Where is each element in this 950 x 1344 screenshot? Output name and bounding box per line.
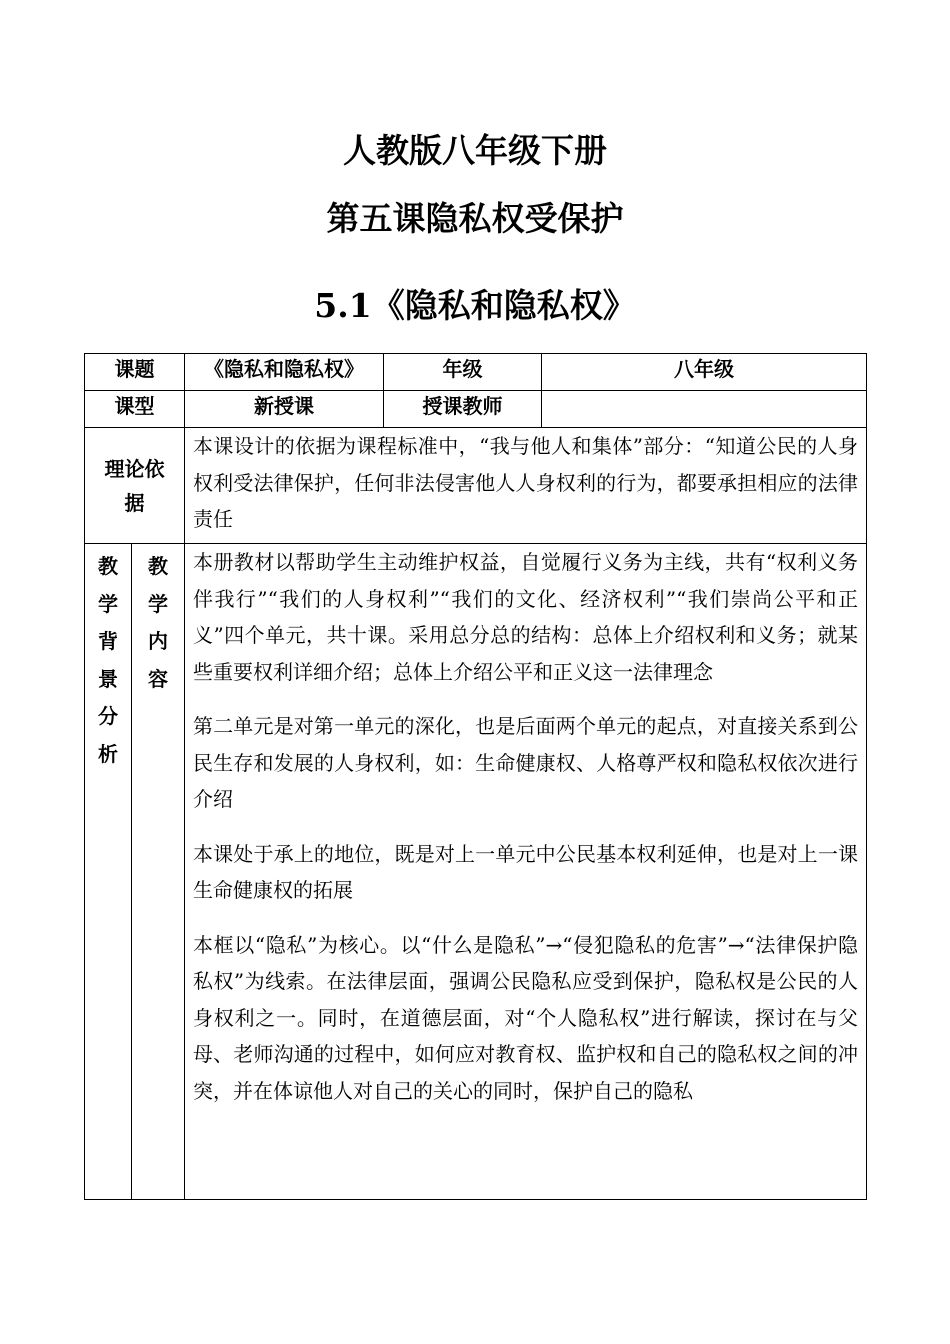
table-row — [85, 354, 867, 391]
grade-label: 年级 — [384, 354, 542, 391]
document-title: 人教版八年级下册 — [343, 131, 607, 170]
theory-text: 本课设计的依据为课程标准中，“我与他人和集体”部分：“知道公民的人身权利受法律保护，任何非法侵害他人人身权利的行为，都要承担相应的法律责任 — [185, 428, 867, 544]
topic-label: 课题 — [85, 354, 185, 391]
content-paragraph-3: 本课处于承上的地位，既是对上一单元中公民基本权利延伸，也是对上一课生命健康权的拓展 — [193, 841, 858, 902]
table-row — [85, 428, 867, 544]
grade-value: 八年级 — [542, 354, 867, 391]
table-row — [85, 391, 867, 428]
teaching-content-label: 教学内容 — [132, 544, 185, 1200]
lesson-title: 第五课隐私权受保护 — [326, 199, 624, 238]
teacher-value — [542, 391, 867, 428]
content-paragraph-1: 本册教材以帮助学生主动维护权益，自觉履行义务为主线，共有“权利义务伴我行”“我们的人身权利”“我们的文化、经济权利”“我们崇尚公平和正义”四个单元，共十课。采用总分总的结构：总体上介绍权利和义务；就某些重要权利详细介绍；总体上介绍公平和正义这一法律理念 — [193, 550, 858, 684]
content-paragraph-4: 本框以“隐私”为核心。以“什么是隐私”→“侵犯隐私的危害”→“法律保护隐私权”为线索。在法律层面，强调公民隐私应受到保护，隐私权是公民的人身权利之一。同时，在道德层面，对“个人隐私权”进行解读，探讨在与父母、老师沟通的过程中，如何应对教育权、监护权和自己的隐私权之间的冲突，并在体谅他人对自己的关心的同时，保护自己的隐私 — [193, 932, 858, 1103]
teacher-label: 授课教师 — [384, 391, 542, 428]
background-analysis-label: 教学背景分析 — [85, 544, 132, 1200]
theory-label: 理论依据 — [85, 428, 185, 544]
type-value: 新授课 — [185, 391, 384, 428]
lesson-plan-table — [84, 353, 867, 1200]
background-content — [185, 544, 867, 1200]
topic-value: 《隐私和隐私权》 — [185, 354, 384, 391]
content-paragraph-2: 第二单元是对第一单元的深化，也是后面两个单元的起点，对直接关系到公民生存和发展的人身权利，如：生命健康权、人格尊严权和隐私权依次进行介绍 — [193, 714, 858, 811]
table-row — [85, 544, 867, 1200]
type-label: 课型 — [85, 391, 185, 428]
section-title: 5.1《隐私和隐私权》 — [314, 286, 636, 325]
